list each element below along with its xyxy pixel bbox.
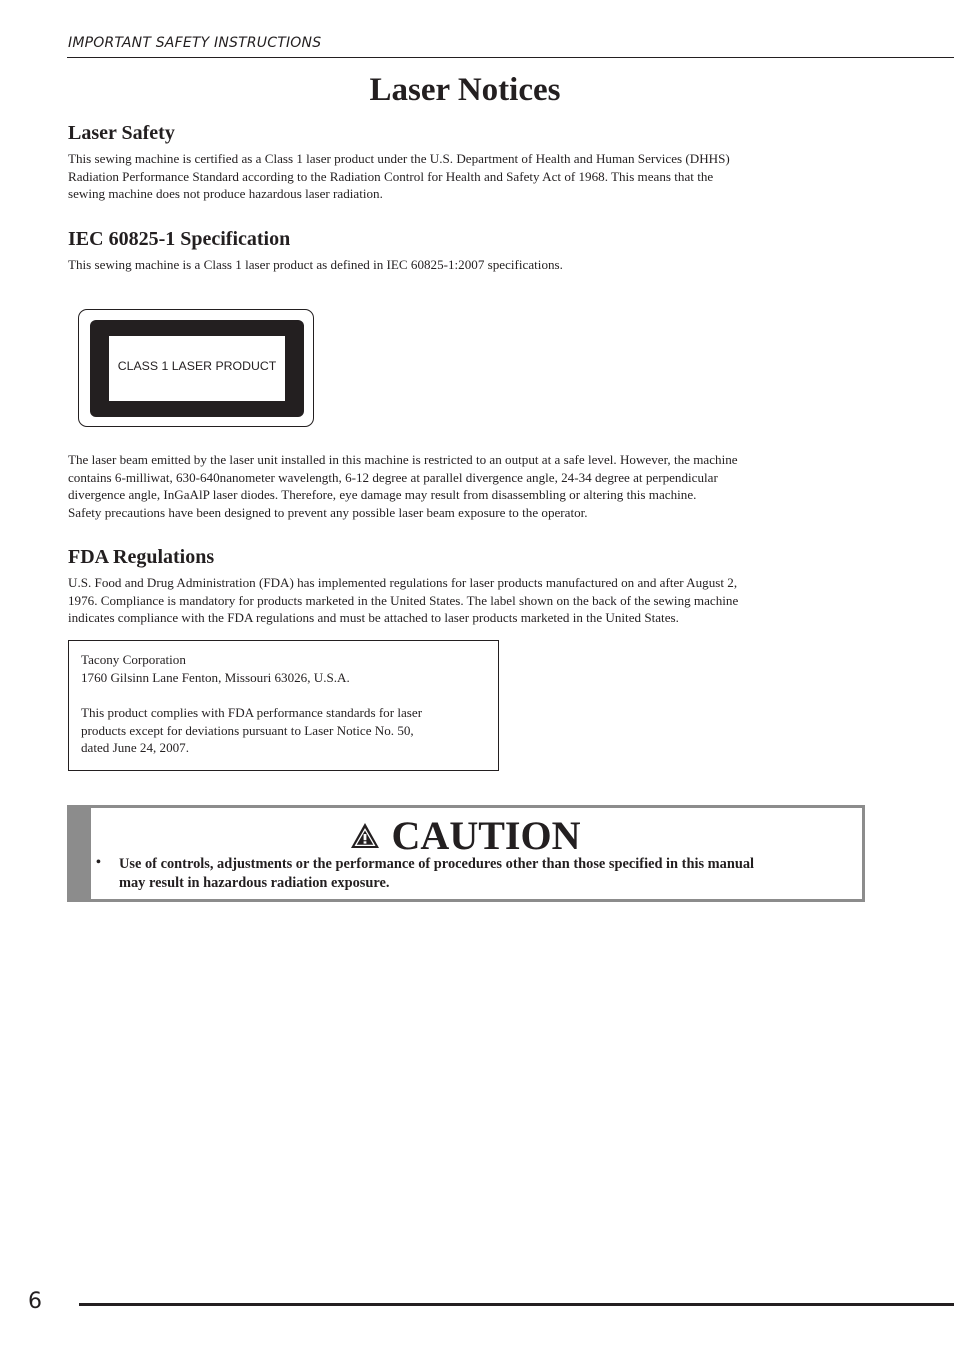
paragraph-line: U.S. Food and Drug Administration (FDA) has implemented regulations for laser products manufactured on and after August 2, <box>68 575 738 590</box>
paragraph-line: This sewing machine is certified as a Class 1 laser product under the U.S. Department of Health and Human Services (DHHS) <box>68 151 730 166</box>
fda-compliance-statement <box>81 704 422 757</box>
fda-paragraph <box>68 574 868 627</box>
warning-triangle-icon <box>350 813 380 859</box>
paragraph-line: Radiation Performance Standard according to the Radiation Control for Health and Safety Act of 1968. This means that the <box>68 168 714 184</box>
iec-heading: IEC 60825-1 Specification <box>68 228 291 250</box>
caution-line: Use of controls, adjustments or the performance of procedures other than those specified in this manual <box>119 856 755 872</box>
paragraph-line: sewing machine does not produce hazardous laser radiation. <box>68 186 383 202</box>
box-line: products except for deviations pursuant to Laser Notice No. 50, <box>81 722 414 738</box>
paragraph-line: contains 6-milliwat, 630-640nanometer wavelength, 6-12 degree at parallel divergence angle, 24-34 degree at perpendicular <box>68 469 718 485</box>
paragraph-line: The laser beam emitted by the laser unit installed in this machine is restricted to an output at a safe level. However, the machine <box>68 452 738 467</box>
header-divider <box>67 57 954 58</box>
laser-label-text: CLASS 1 LASER PRODUCT <box>117 359 277 373</box>
caution-bullet: • <box>96 855 101 870</box>
box-line: This product complies with FDA performance standards for laser <box>81 705 423 720</box>
paragraph-line: divergence angle, InGaAlP laser diodes. Therefore, eye damage may result from disassembling or altering this machine. <box>68 487 697 503</box>
caution-heading-group <box>350 813 581 858</box>
paragraph-line: Safety precautions have been designed to prevent any possible laser beam exposure to the operator. <box>68 504 588 520</box>
paragraph-line: indicates compliance with the FDA regulations and must be attached to laser products marketed in the United States. <box>68 610 679 626</box>
caution-title: CAUTION <box>391 813 581 858</box>
page-number: 6 <box>28 1289 42 1314</box>
fda-address: 1760 Gilsinn Lane Fenton, Missouri 63026, U.S.A. <box>81 670 350 685</box>
running-header: IMPORTANT SAFETY INSTRUCTIONS <box>68 35 322 51</box>
laser-beam-paragraph <box>68 451 868 521</box>
box-line: dated June 24, 2007. <box>81 740 190 756</box>
footer-divider <box>79 1303 954 1306</box>
iec-paragraph: This sewing machine is a Class 1 laser product as defined in IEC 60825-1:2007 specifications. <box>68 257 563 272</box>
fda-company: Tacony Corporation <box>81 652 186 667</box>
paragraph-line: 1976. Compliance is mandatory for products marketed in the United States. The label shown on the back of the sewing machine <box>68 592 739 608</box>
fda-heading: FDA Regulations <box>68 546 215 568</box>
laser-safety-heading: Laser Safety <box>68 122 175 144</box>
caution-line: may result in hazardous radiation exposure. <box>119 875 390 891</box>
page-title: Laser Notices <box>369 72 561 108</box>
laser-safety-paragraph <box>68 150 868 203</box>
caution-message <box>119 855 859 893</box>
